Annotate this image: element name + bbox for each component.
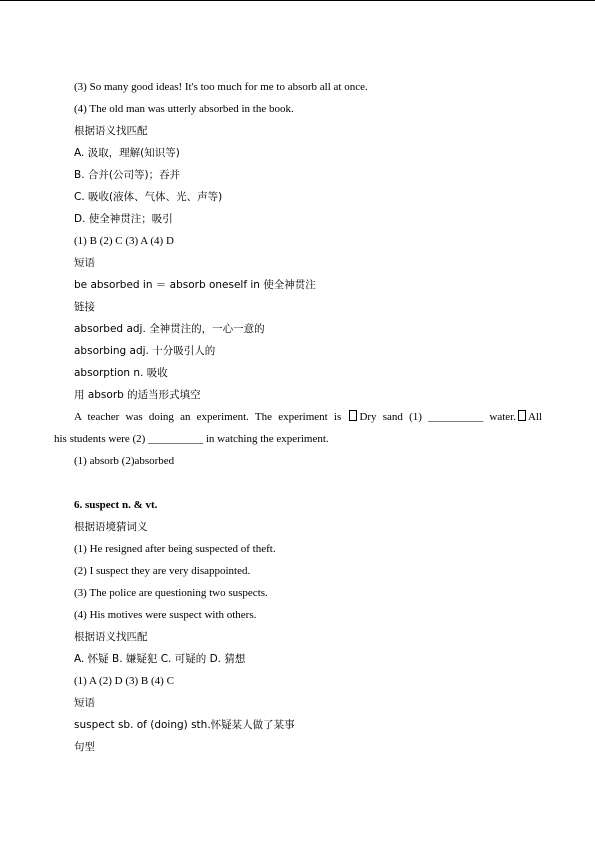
document-body [54,76,542,758]
absorb-phrase-heading: 短语 [74,257,95,269]
fill-line-1-part-c: All [527,411,542,423]
fill-line-1-part-a: A teacher was doing an experiment. The experiment is [74,411,348,423]
absorb-link-absorbed: absorbed adj. 全神贯注的，一心一意的 [74,323,265,335]
absorb-link-absorbing: absorbing adj. 十分吸引人的 [74,345,216,357]
absorb-option-d: D. 使全神贯注；吸引 [74,213,173,225]
absorb-match-heading: 根据语义找匹配 [74,125,148,137]
missing-glyph-box-icon [349,410,357,421]
missing-glyph-box-icon [518,410,526,421]
page-top-rule [0,0,595,1]
absorb-fill-line-2: his students were (2) __________ in watching the experiment. [54,433,329,445]
suspect-example-4: (4) His motives were suspect with others. [74,609,257,621]
suspect-example-2: (2) I suspect they are very disappointed. [74,565,251,577]
absorb-fill-heading: 用 absorb 的适当形式填空 [74,389,201,401]
absorb-option-c: C. 吸收(液体、气体、光、声等) [74,191,223,203]
suspect-pattern-heading: 句型 [74,741,95,753]
absorb-answers: (1) B (2) C (3) A (4) D [74,235,174,247]
suspect-section-title: 6. suspect n. & vt. [74,499,158,511]
absorb-link-absorption: absorption n. 吸收 [74,367,168,379]
absorb-fill-answers: (1) absorb (2)absorbed [74,455,175,467]
suspect-phrase: suspect sb. of (doing) sth.怀疑某人做了某事 [74,719,295,731]
fill-line-1-part-b: Dry sand (1) __________ water. [359,411,516,423]
section-spacer [54,472,542,494]
suspect-context-heading: 根据语境猜词义 [74,521,148,533]
absorb-option-b: B. 合并(公司等)；吞并 [74,169,181,181]
suspect-answers: (1) A (2) D (3) B (4) C [74,675,174,687]
suspect-phrase-heading: 短语 [74,697,95,709]
absorb-example-4: (4) The old man was utterly absorbed in the book. [74,103,294,115]
absorb-example-3: (3) So many good ideas! It's too much for me to absorb all at once. [74,81,368,93]
suspect-options: A. 怀疑 B. 嫌疑犯 C. 可疑的 D. 猜想 [74,653,246,665]
absorb-fill-line-1 [54,406,542,428]
absorb-phrase: be absorbed in ＝ absorb oneself in 使全神贯注 [74,279,316,291]
absorb-option-a: A. 汲取，理解(知识等) [74,147,180,159]
absorb-link-heading: 链接 [74,301,95,313]
suspect-example-1: (1) He resigned after being suspected of theft. [74,543,276,555]
suspect-match-heading: 根据语义找匹配 [74,631,148,643]
suspect-example-3: (3) The police are questioning two suspects. [74,587,268,599]
